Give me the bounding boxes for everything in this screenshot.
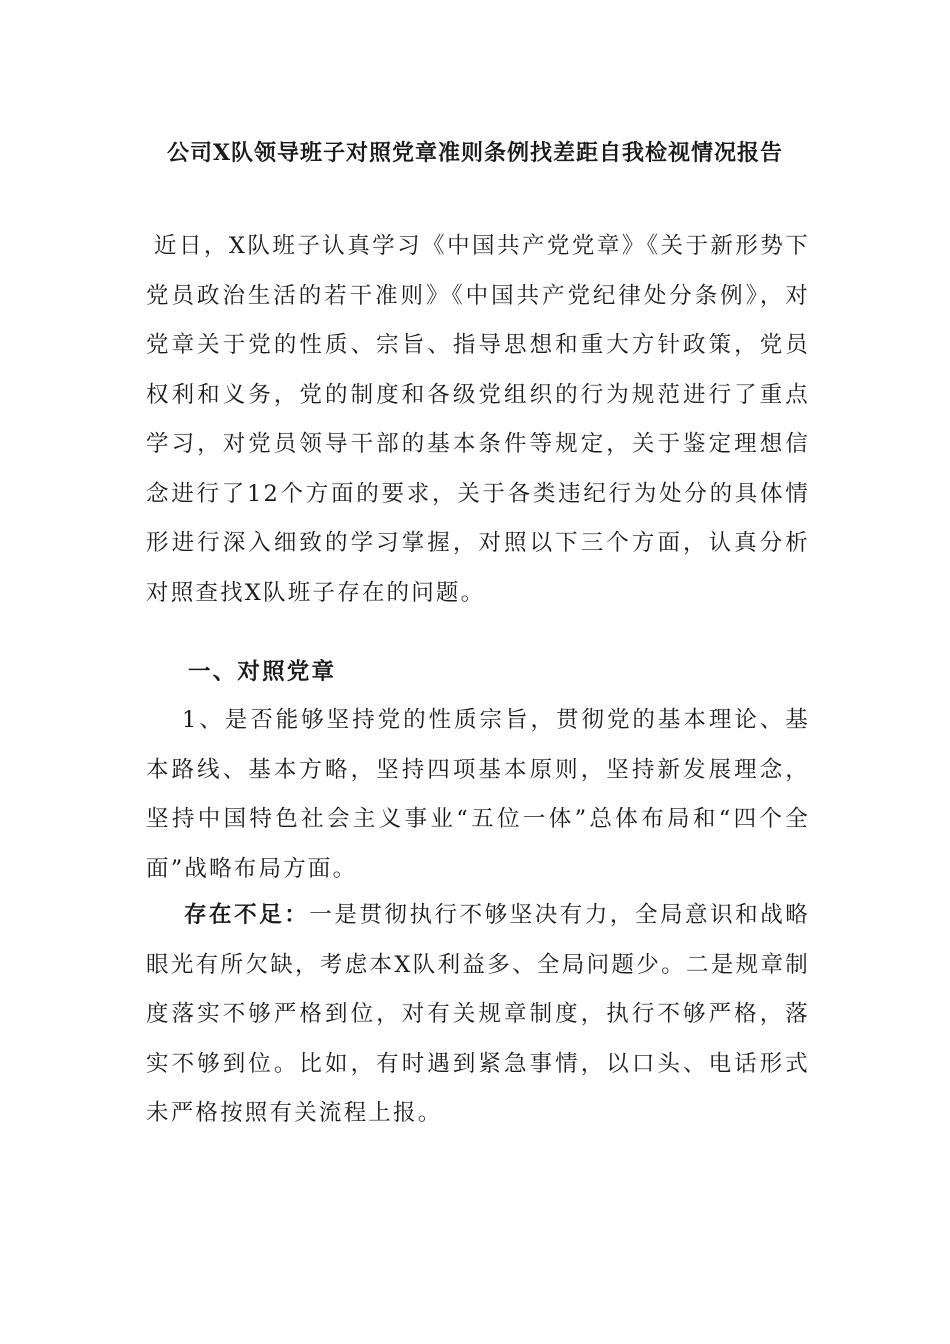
document-title: 公司X队领导班子对照党章准则条例找差距自我检视情况报告 [166,140,784,166]
shortfall-text: 一是贯彻执行不够坚决有力，全局意识和战略眼光有所欠缺，考虑本X队利益多、全局问题少。二是规章制度落实不够严格到位，对有关规章制度，执行不够严格，落实不够到位。比如，有时遇到紧急事情，以口头、电话形式未严格按照有关流程上报。 [146,902,810,1126]
section-heading: 一、对照党章 [188,659,337,685]
item-1-paragraph: 1、是否能够坚持党的性质宗旨，贯彻党的基本理论、基本路线、基本方略，坚持四项基本原则，坚持新发展理念，坚持中国特色社会主义事业“五位一体”总体布局和“四个全面”战略布局方面。 [146,707,810,882]
shortfall-paragraph [146,891,810,1139]
shortfall-label: 存在不足： [184,902,310,928]
intro-paragraph: 近日，X队班子认真学习《中国共产党党章》《关于新形势下党员政治生活的若干准则》《中国共产党纪律处分条例》，对党章关于党的性质、宗旨、指导思想和重大方针政策，党员权利和义务，党的制度和各级党组织的行为规范进行了重点学习，对党员领导干部的基本条件等规定，关于鉴定理想信念进行了12个方面的要求，关于各类违纪行为处分的具体情形进行深入细致的学习掌握，对照以下三个方面，认真分析对照查找X队班子存在的问题。 [146,233,810,606]
